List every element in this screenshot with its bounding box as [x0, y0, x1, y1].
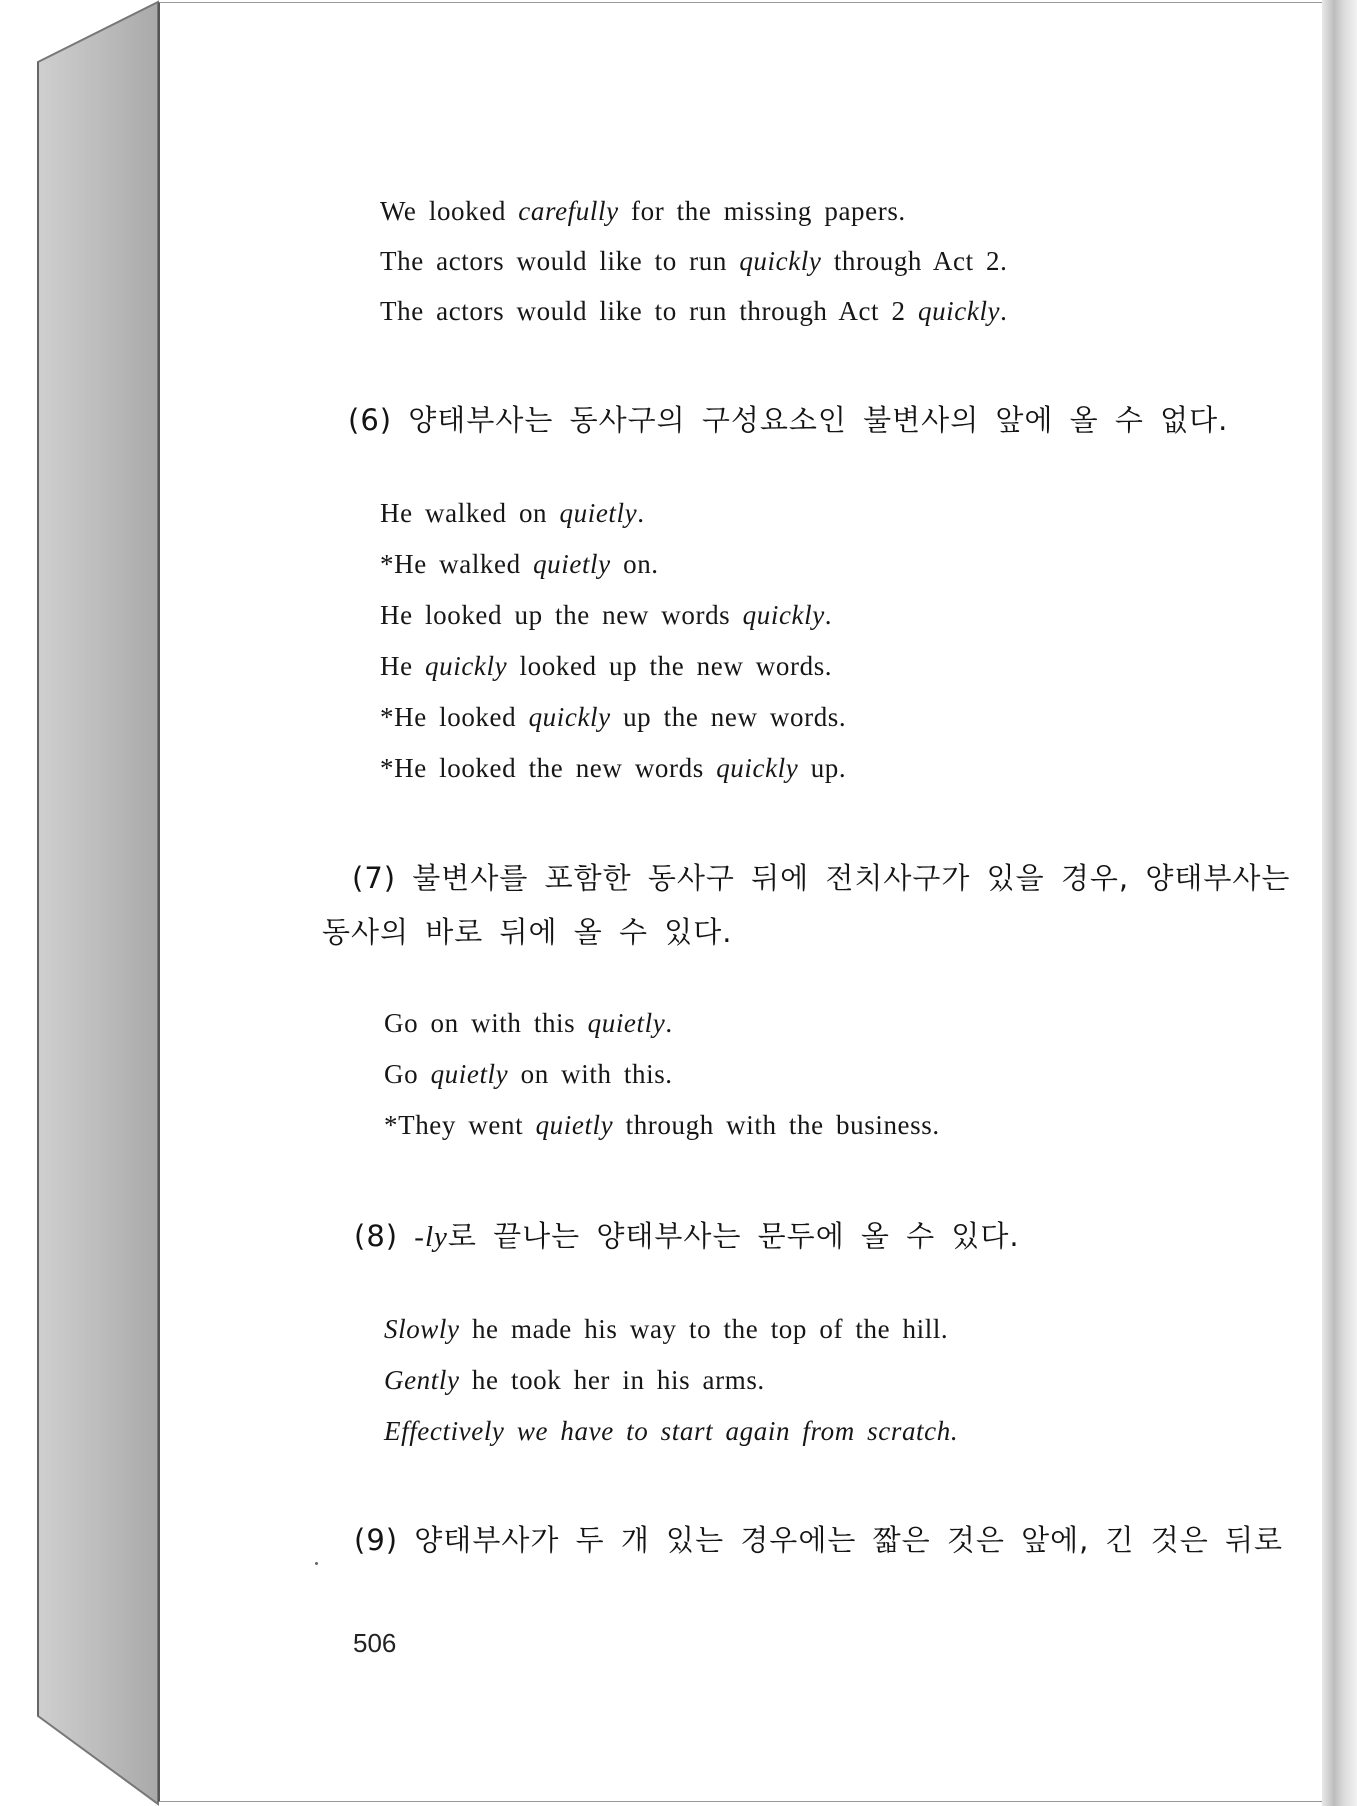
example-sentence: He looked up the new words quickly.	[380, 600, 833, 630]
example-sentence: Gently he took her in his arms.	[384, 1365, 765, 1395]
example-sentence: *He walked quietly on.	[380, 549, 659, 579]
rule-heading-7-continued: 동사의 바로 뒤에 올 수 있다.	[322, 915, 733, 949]
example-sentence: He walked on quietly.	[380, 498, 645, 528]
rule-heading-6: (6) 양태부사는 동사구의 구성요소인 불변사의 앞에 올 수 없다.	[348, 403, 1229, 437]
rule-heading-9: (9) 양태부사가 두 개 있는 경우에는 짧은 것은 앞에, 긴 것은 뒤로	[354, 1523, 1284, 1557]
page-edge-shadow	[1322, 0, 1357, 1806]
book-spine	[0, 0, 165, 1806]
example-sentence: *He looked the new words quickly up.	[380, 753, 847, 783]
example-sentence: We looked carefully for the missing papers.	[380, 196, 906, 226]
example-sentence: He quickly looked up the new words.	[380, 651, 833, 681]
example-sentence: The actors would like to run through Act 2 quickly.	[380, 296, 1008, 326]
rule-heading-7: (7) 불변사를 포함한 동사구 뒤에 전치사구가 있을 경우, 양태부사는	[352, 861, 1291, 895]
example-sentence: The actors would like to run quickly through Act 2.	[380, 246, 1008, 276]
example-sentence: *He looked quickly up the new words.	[380, 702, 847, 732]
page-speck	[315, 1562, 318, 1565]
page-number: 506	[353, 1628, 397, 1658]
example-sentence: Slowly he made his way to the top of the hill.	[384, 1314, 949, 1344]
example-sentence: Go quietly on with this.	[384, 1059, 673, 1089]
rule-heading-8: (8) -ly로 끝나는 양태부사는 문두에 올 수 있다.	[354, 1219, 1020, 1253]
example-sentence: Go on with this quietly.	[384, 1008, 673, 1038]
example-sentence: Effectively we have to start again from scratch.	[384, 1416, 959, 1446]
example-sentence: *They went quietly through with the business.	[384, 1110, 940, 1140]
